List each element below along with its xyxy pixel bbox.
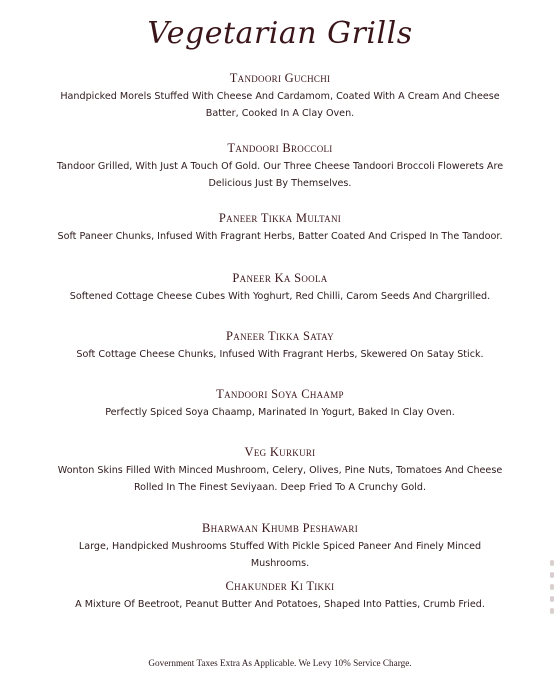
edge-decoration — [550, 560, 556, 640]
page-title: Vegetarian Grills — [147, 16, 413, 51]
item-description: A Mixture Of Beetroot, Peanut Butter And Potatoes, Shaped Into Patties, Crumb Fried. — [75, 599, 485, 610]
item-name: Paneer Ka Soola — [232, 271, 328, 285]
item-description: Soft Paneer Chunks, Infused With Fragrant Herbs, Batter Coated And Crisped In The Tandoor. — [57, 231, 503, 242]
edge-dot — [550, 572, 554, 578]
edge-dot — [550, 608, 554, 614]
item-name: Paneer Tikka Satay — [226, 329, 334, 343]
item-description: Perfectly Spiced Soya Chaamp, Marinated In Yogurt, Baked In Clay Oven. — [105, 407, 455, 418]
menu-item — [0, 70, 560, 140]
item-description: Wonton Skins Filled With Minced Mushroom, Celery, Olives, Pine Nuts, Tomatoes And Cheese Rolled In The Finest Seviyaan. Deep Fried To A Crunchy Gold. — [57, 465, 503, 493]
menu-list — [0, 70, 560, 636]
edge-dot — [550, 584, 554, 590]
menu-item — [0, 210, 560, 270]
item-name: Bharwaan Khumb Peshawari — [201, 521, 359, 535]
item-description: Handpicked Morels Stuffed With Cheese And Cardamom, Coated With A Cream And Cheese Batter, Cooked In A Clay Oven. — [60, 91, 500, 119]
item-name: Chakunder Ki Tikki — [225, 579, 335, 593]
item-description: Tandoor Grilled, With Just A Touch Of Gold. Our Three Cheese Tandoori Broccoli Flowerets Are Delicious Just By Themselves. — [56, 161, 504, 189]
item-name: Tandoori Broccoli — [227, 141, 333, 155]
item-description: Soft Cottage Cheese Chunks, Infused With Fragrant Herbs, Skewered On Satay Stick. — [76, 349, 484, 360]
item-name: Paneer Tikka Multani — [218, 211, 342, 225]
item-name: Veg Kurkuri — [244, 445, 316, 459]
item-description: Large, Handpicked Mushrooms Stuffed With Pickle Spiced Paneer And Finely Minced Mushrooms. — [78, 541, 482, 569]
menu-item — [0, 386, 560, 444]
item-name: Tandoori Guchchi — [229, 71, 331, 85]
item-description: Softened Cottage Cheese Cubes With Yoghurt, Red Chilli, Carom Seeds And Chargrilled. — [69, 291, 491, 302]
item-name: Tandoori Soya Chaamp — [216, 387, 344, 401]
edge-dot — [550, 560, 554, 566]
menu-item — [0, 270, 560, 328]
edge-dot — [550, 596, 554, 602]
footer-note: Government Taxes Extra As Applicable. We Levy 10% Service Charge. — [148, 658, 412, 668]
menu-item — [0, 444, 560, 520]
menu-item — [0, 328, 560, 386]
menu-item — [0, 140, 560, 210]
menu-item — [0, 520, 560, 578]
menu-item — [0, 578, 560, 636]
